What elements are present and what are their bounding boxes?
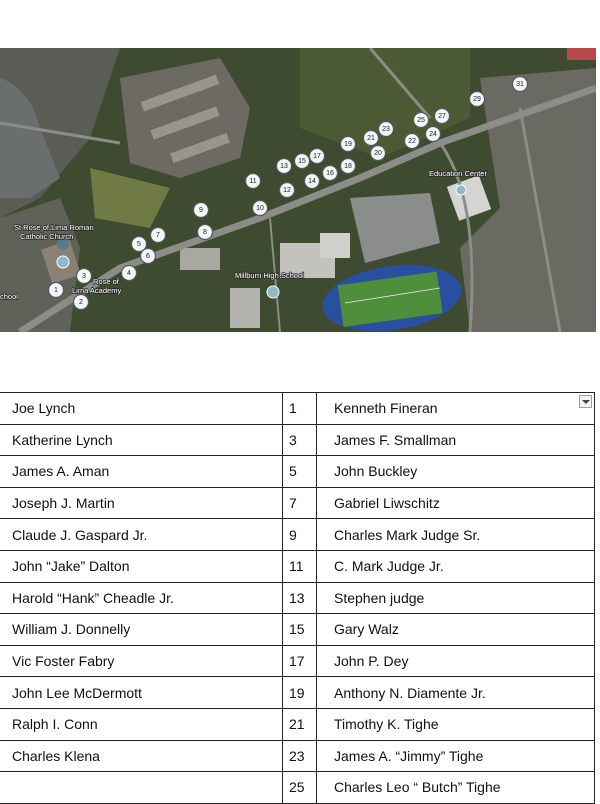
- name-cell[interactable]: [0, 740, 283, 772]
- name-cell-text: John P. Dey: [334, 653, 409, 670]
- name-cell[interactable]: [317, 645, 595, 677]
- marker-number: 17: [313, 153, 321, 160]
- marker-number: 21: [367, 135, 375, 142]
- marker-9[interactable]: [194, 203, 209, 218]
- marker-29[interactable]: [470, 92, 485, 107]
- marker-number: 14: [308, 178, 316, 185]
- marker-number: 1: [54, 287, 58, 294]
- name-cell-text: John “Jake” Dalton: [12, 558, 130, 575]
- table-row: [0, 424, 595, 456]
- marker-number: 13: [280, 163, 288, 170]
- number-cell-text: 11: [289, 558, 304, 575]
- number-cell-text: 15: [289, 621, 305, 638]
- name-cell[interactable]: [317, 487, 595, 519]
- marker-24[interactable]: [426, 127, 441, 142]
- table-row: [0, 393, 595, 425]
- marker-14[interactable]: [305, 174, 320, 189]
- marker-13[interactable]: [277, 159, 292, 174]
- marker-3[interactable]: [77, 269, 92, 284]
- marker-number: 5: [137, 241, 141, 248]
- number-cell[interactable]: [283, 582, 317, 614]
- marker-25[interactable]: [414, 113, 429, 128]
- number-cell[interactable]: [283, 740, 317, 772]
- name-cell-text: John Lee McDermott: [12, 684, 142, 701]
- number-cell-text: 19: [289, 684, 305, 701]
- marker-number: 10: [256, 205, 264, 212]
- marker-21[interactable]: [364, 131, 379, 146]
- number-cell[interactable]: [283, 456, 317, 488]
- name-cell-text: Katherine Lynch: [12, 431, 113, 448]
- number-cell-text: 25: [289, 779, 305, 796]
- marker-number: 23: [382, 126, 390, 133]
- name-cell-text: James A. Aman: [12, 463, 110, 480]
- school-left-label: chool: [0, 292, 18, 301]
- aerial-map[interactable]: [0, 48, 596, 332]
- marker-number: 29: [473, 96, 481, 103]
- marker-number: 25: [417, 117, 425, 124]
- marker-15[interactable]: [295, 154, 310, 169]
- name-cell-text: John Buckley: [334, 463, 418, 480]
- marker-number: 27: [438, 113, 446, 120]
- church-label-line1: St Rose of Lima Roman: [14, 223, 94, 232]
- name-cell[interactable]: [0, 645, 283, 677]
- name-cell-text: Harold “Hank” Cheadle Jr.: [12, 589, 174, 606]
- marker-number: 19: [344, 141, 352, 148]
- name-cell[interactable]: [317, 550, 595, 582]
- marker-number: 15: [298, 158, 306, 165]
- name-cell-text: Gabriel Liwschitz: [334, 495, 440, 512]
- name-cell-text: Stephen judge: [334, 589, 425, 606]
- name-cell[interactable]: [0, 677, 283, 709]
- number-cell-text: 9: [289, 526, 297, 543]
- marker-4[interactable]: [122, 266, 137, 281]
- table-row: [0, 740, 595, 772]
- name-cell[interactable]: [317, 424, 595, 456]
- marker-18[interactable]: [341, 159, 356, 174]
- number-cell-text: 21: [289, 716, 305, 733]
- marker-23[interactable]: [379, 122, 394, 137]
- name-cell-text: Charles Leo “ Butch” Tighe: [334, 779, 501, 796]
- marker-19[interactable]: [341, 137, 356, 152]
- name-cell-text: Anthony N. Diamente Jr.: [334, 684, 486, 701]
- marker-22[interactable]: [405, 134, 420, 149]
- academy-label-line2: Lima Academy: [72, 286, 122, 295]
- name-cell[interactable]: [317, 582, 595, 614]
- table-row: [0, 519, 595, 551]
- name-cell[interactable]: [317, 708, 595, 740]
- marker-2[interactable]: [74, 295, 89, 310]
- name-cell[interactable]: [0, 456, 283, 488]
- marker-number: 11: [249, 178, 257, 185]
- filter-dropdown-icon[interactable]: [579, 395, 592, 408]
- high-school-label: Millburn High School: [235, 271, 304, 280]
- number-cell-text: 7: [289, 495, 297, 512]
- number-cell-text: 13: [289, 589, 305, 606]
- marker-number: 2: [79, 299, 83, 306]
- name-cell[interactable]: [0, 582, 283, 614]
- name-cell[interactable]: [0, 424, 283, 456]
- name-cell[interactable]: [0, 487, 283, 519]
- table-row: [0, 487, 595, 519]
- name-cell[interactable]: [0, 519, 283, 551]
- marker-17[interactable]: [310, 149, 325, 164]
- marker-number: 4: [127, 270, 131, 277]
- name-cell[interactable]: [317, 772, 595, 804]
- number-cell[interactable]: [283, 519, 317, 551]
- name-cell-text: James A. “Jimmy” Tighe: [334, 747, 484, 764]
- number-cell[interactable]: [283, 393, 317, 425]
- table-row: [0, 456, 595, 488]
- marker-8[interactable]: [198, 225, 213, 240]
- name-cell-text: Timothy K. Tighe: [334, 716, 439, 733]
- marker-1[interactable]: [49, 283, 64, 298]
- marker-31[interactable]: [513, 77, 528, 92]
- name-cell-text: Joe Lynch: [12, 400, 76, 417]
- name-cell[interactable]: [317, 456, 595, 488]
- marker-number: 20: [374, 150, 382, 157]
- name-cell-text: William J. Donnelly: [12, 621, 131, 638]
- name-cell[interactable]: [317, 677, 595, 709]
- name-cell[interactable]: [317, 393, 595, 425]
- name-cell[interactable]: [317, 519, 595, 551]
- number-cell[interactable]: [283, 708, 317, 740]
- number-cell[interactable]: [283, 772, 317, 804]
- table-row: [0, 677, 595, 709]
- number-cell-text: 17: [289, 653, 305, 670]
- number-cell[interactable]: [283, 550, 317, 582]
- table-row: [0, 582, 595, 614]
- number-cell[interactable]: [283, 614, 317, 646]
- education-center-pin-icon: [456, 185, 466, 195]
- name-cell[interactable]: [0, 614, 283, 646]
- marker-7[interactable]: [151, 228, 166, 243]
- name-cell-text: C. Mark Judge Jr.: [334, 558, 444, 575]
- marker-10[interactable]: [253, 201, 268, 216]
- marker-27[interactable]: [435, 109, 450, 124]
- roster-table: [0, 392, 595, 804]
- marker-number: 7: [156, 232, 160, 239]
- table-row: [0, 772, 595, 804]
- name-cell[interactable]: [0, 550, 283, 582]
- number-cell[interactable]: [283, 645, 317, 677]
- academy-label-line1: Rose of: [93, 277, 119, 286]
- name-cell-text: Vic Foster Fabry: [12, 653, 115, 670]
- name-cell-text: James F. Smallman: [334, 431, 457, 448]
- name-cell-text: Ralph I. Conn: [12, 716, 98, 733]
- name-cell-text: Charles Mark Judge Sr.: [334, 526, 481, 543]
- name-cell-text: Charles Klena: [12, 747, 100, 764]
- church-label-line2: Catholic Church: [20, 232, 74, 241]
- name-cell[interactable]: [317, 614, 595, 646]
- name-cell[interactable]: [317, 740, 595, 772]
- marker-11[interactable]: [246, 174, 261, 189]
- marker-6[interactable]: [141, 249, 156, 264]
- number-cell[interactable]: [283, 677, 317, 709]
- marker-number: 6: [146, 253, 150, 260]
- name-cell-text: Kenneth Fineran: [334, 400, 438, 417]
- number-cell[interactable]: [283, 424, 317, 456]
- marker-number: 18: [344, 163, 352, 170]
- table-row: [0, 708, 595, 740]
- number-cell-text: 1: [289, 400, 297, 417]
- marker-number: 12: [283, 187, 291, 194]
- marker-number: 31: [516, 81, 524, 88]
- name-cell[interactable]: [0, 772, 283, 804]
- marker-number: 22: [408, 138, 416, 145]
- name-cell-text: Joseph J. Martin: [12, 495, 115, 512]
- marker-16[interactable]: [323, 166, 338, 181]
- number-cell-text: 3: [289, 431, 297, 448]
- education-center-label: Education Center: [429, 169, 487, 178]
- table-row: [0, 550, 595, 582]
- marker-number: 3: [82, 273, 86, 280]
- marker-12[interactable]: [280, 183, 295, 198]
- marker-number: 9: [199, 207, 203, 214]
- name-cell-text: Gary Walz: [334, 621, 399, 638]
- marker-20[interactable]: [371, 146, 386, 161]
- name-cell[interactable]: [0, 708, 283, 740]
- map-image: [0, 48, 596, 332]
- marker-number: 16: [326, 170, 334, 177]
- number-cell-text: 5: [289, 463, 297, 480]
- name-cell[interactable]: [0, 393, 283, 425]
- table-row: [0, 614, 595, 646]
- school-pin-icon: [267, 286, 279, 298]
- number-cell[interactable]: [283, 487, 317, 519]
- number-cell-text: 23: [289, 747, 305, 764]
- marker-number: 8: [203, 229, 207, 236]
- name-cell-text: Claude J. Gaspard Jr.: [12, 526, 148, 543]
- marker-number: 24: [429, 131, 437, 138]
- table-row: [0, 645, 595, 677]
